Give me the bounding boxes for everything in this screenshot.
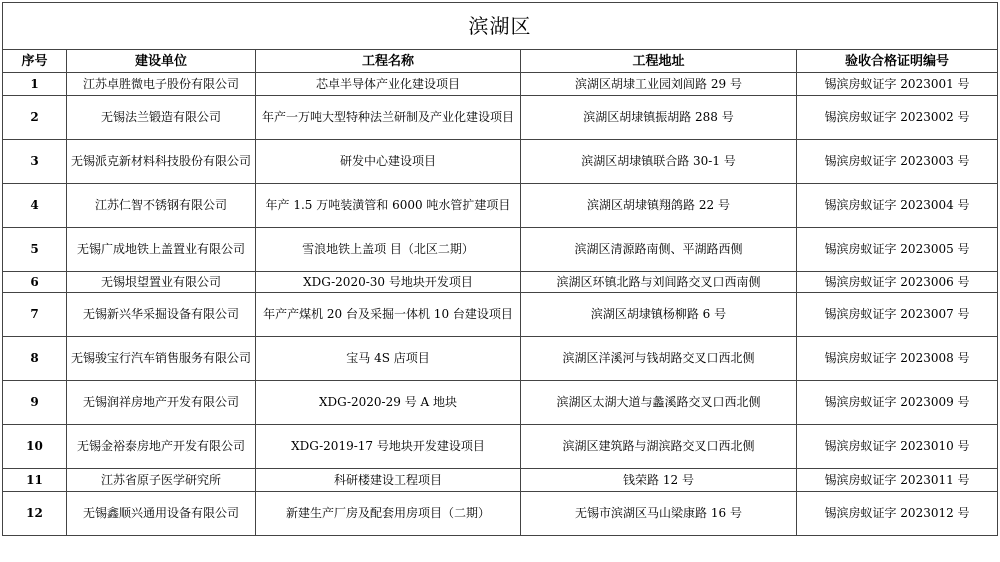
- row-unit: 无锡鑫顺兴通用设备有限公司: [67, 492, 256, 536]
- row-unit: 无锡法兰锻造有限公司: [67, 96, 256, 140]
- row-no: 1: [3, 73, 67, 96]
- row-project: 年产 1.5 万吨装潢管和 6000 吨水管扩建项目: [256, 184, 521, 228]
- row-no: 6: [3, 272, 67, 293]
- table-row: [3, 272, 998, 293]
- row-address: 滨湖区清源路南侧、平湖路西侧: [521, 228, 797, 272]
- row-no: 8: [3, 337, 67, 381]
- row-address: 滨湖区太湖大道与蠡溪路交叉口西北侧: [521, 381, 797, 425]
- row-address: 滨湖区洋溪河与钱胡路交叉口西北侧: [521, 337, 797, 381]
- row-project: 年产产煤机 20 台及采掘一体机 10 台建设项目: [256, 293, 521, 337]
- row-cert: 锡滨房蚁证字 2023007 号: [797, 293, 998, 337]
- row-project: 芯卓半导体产业化建设项目: [256, 73, 521, 96]
- header-address: 工程地址: [521, 50, 797, 73]
- header-project: 工程名称: [256, 50, 521, 73]
- row-unit: 江苏仁智不锈钢有限公司: [67, 184, 256, 228]
- row-project: XDG-2020-30 号地块开发项目: [256, 272, 521, 293]
- header-no: 序号: [3, 50, 67, 73]
- row-address: 无锡市滨湖区马山梁康路 16 号: [521, 492, 797, 536]
- row-cert: 锡滨房蚁证字 2023002 号: [797, 96, 998, 140]
- row-no: 7: [3, 293, 67, 337]
- row-unit: 无锡润祥房地产开发有限公司: [67, 381, 256, 425]
- row-project: 科研楼建设工程项目: [256, 469, 521, 492]
- row-cert: 锡滨房蚁证字 2023003 号: [797, 140, 998, 184]
- acceptance-table: [2, 2, 998, 536]
- row-cert: 锡滨房蚁证字 2023004 号: [797, 184, 998, 228]
- row-no: 10: [3, 425, 67, 469]
- row-project: 年产一万吨大型特种法兰研制及产业化建设项目: [256, 96, 521, 140]
- table-row: [3, 381, 998, 425]
- row-cert: 锡滨房蚁证字 2023012 号: [797, 492, 998, 536]
- row-cert: 锡滨房蚁证字 2023006 号: [797, 272, 998, 293]
- row-no: 11: [3, 469, 67, 492]
- table-row: [3, 73, 998, 96]
- row-no: 3: [3, 140, 67, 184]
- row-cert: 锡滨房蚁证字 2023001 号: [797, 73, 998, 96]
- row-unit: 无锡派克新材料科技股份有限公司: [67, 140, 256, 184]
- row-no: 5: [3, 228, 67, 272]
- row-project: 宝马 4S 店项目: [256, 337, 521, 381]
- row-unit: 江苏省原子医学研究所: [67, 469, 256, 492]
- row-address: 滨湖区胡埭镇振胡路 288 号: [521, 96, 797, 140]
- table-row: [3, 492, 998, 536]
- row-unit: 无锡广成地铁上盖置业有限公司: [67, 228, 256, 272]
- row-address: 滨湖区建筑路与湖滨路交叉口西北侧: [521, 425, 797, 469]
- row-project: XDG-2019-17 号地块开发建设项目: [256, 425, 521, 469]
- row-project: 研发中心建设项目: [256, 140, 521, 184]
- header-row: [3, 50, 998, 73]
- table-title: 滨湖区: [3, 3, 998, 50]
- row-address: 滨湖区胡埭镇杨柳路 6 号: [521, 293, 797, 337]
- header-unit: 建设单位: [67, 50, 256, 73]
- row-cert: 锡滨房蚁证字 2023008 号: [797, 337, 998, 381]
- row-cert: 锡滨房蚁证字 2023005 号: [797, 228, 998, 272]
- row-project: 雪浪地铁上盖项 目（北区二期）: [256, 228, 521, 272]
- row-address: 滨湖区环镇北路与刘闾路交叉口西南侧: [521, 272, 797, 293]
- row-address: 滨湖区胡埭镇联合路 30-1 号: [521, 140, 797, 184]
- row-no: 9: [3, 381, 67, 425]
- row-cert: 锡滨房蚁证字 2023010 号: [797, 425, 998, 469]
- row-unit: 无锡垠望置业有限公司: [67, 272, 256, 293]
- row-unit: 无锡新兴华采掘设备有限公司: [67, 293, 256, 337]
- row-unit: 无锡骏宝行汽车销售服务有限公司: [67, 337, 256, 381]
- row-address: 滨湖区胡埭镇翔鸽路 22 号: [521, 184, 797, 228]
- row-no: 12: [3, 492, 67, 536]
- row-no: 4: [3, 184, 67, 228]
- table-row: [3, 337, 998, 381]
- table-row: [3, 469, 998, 492]
- row-cert: 锡滨房蚁证字 2023011 号: [797, 469, 998, 492]
- row-unit: 江苏卓胜微电子股份有限公司: [67, 73, 256, 96]
- row-cert: 锡滨房蚁证字 2023009 号: [797, 381, 998, 425]
- table-row: [3, 425, 998, 469]
- row-project: XDG-2020-29 号 A 地块: [256, 381, 521, 425]
- row-project: 新建生产厂房及配套用房项目（二期）: [256, 492, 521, 536]
- table-row: [3, 293, 998, 337]
- row-address: 滨湖区胡埭工业园刘闾路 29 号: [521, 73, 797, 96]
- row-unit: 无锡金裕泰房地产开发有限公司: [67, 425, 256, 469]
- table-row: [3, 96, 998, 140]
- table-row: [3, 228, 998, 272]
- row-no: 2: [3, 96, 67, 140]
- table-row: [3, 184, 998, 228]
- table-row: [3, 140, 998, 184]
- row-address: 钱荣路 12 号: [521, 469, 797, 492]
- header-cert: 验收合格证明编号: [797, 50, 998, 73]
